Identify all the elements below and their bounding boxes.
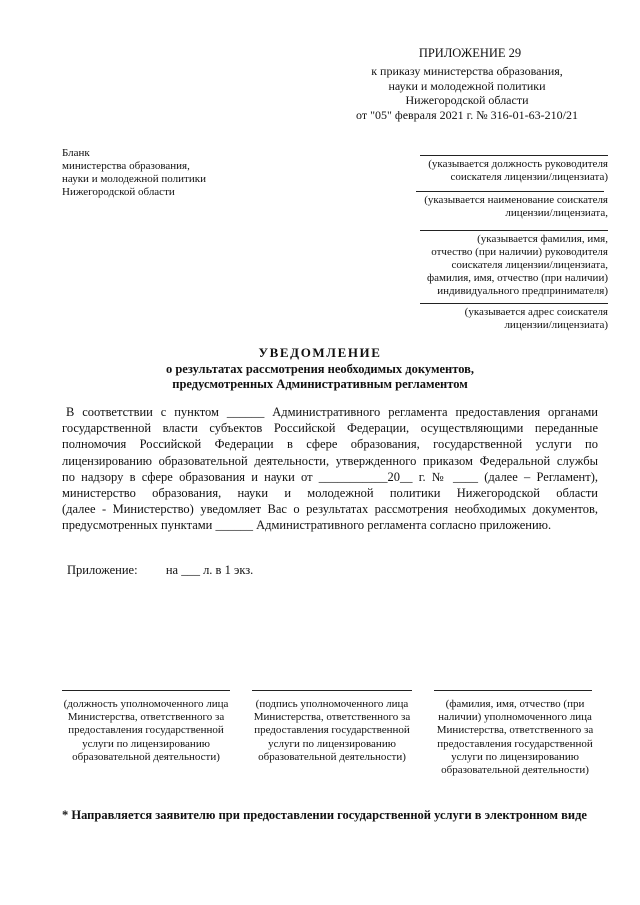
signature-position-line xyxy=(62,690,230,691)
recipient-name-line xyxy=(416,191,604,192)
letterhead-block xyxy=(62,147,282,199)
body-line: (далее - Министерство) уведомляет Вас о результатах рассмотрения необходимых документов, xyxy=(62,502,598,517)
order-reference-line: науки и молодежной политики xyxy=(388,78,546,93)
note-line: (указывается фамилия, имя, xyxy=(477,233,608,245)
body-line: лицензированию образовательной деятельности, утвержденного приказом Федеральной службы xyxy=(62,453,598,468)
body-line: министерство образования, науки и молодежной политики Нижегородской области xyxy=(62,486,598,501)
subtitle-line: о результатах рассмотрения необходимых документов, xyxy=(165,362,475,376)
note-line: лицензии/лицензиата) xyxy=(504,319,608,331)
caption-line: предоставления государственной xyxy=(68,724,224,737)
caption-line: образовательной деятельности) xyxy=(441,764,589,777)
note-line: фамилия, имя, отчество (при наличии) xyxy=(426,272,608,284)
caption-line: предоставления государственной xyxy=(437,737,593,750)
order-reference-line: от "05" февраля 2021 г. № 316-01-63-210/21 xyxy=(356,107,578,122)
note-line: лицензии/лицензиата, xyxy=(505,207,608,219)
caption-line: услуги по лицензированию xyxy=(451,750,579,763)
caption-line: Министерства, ответственного за xyxy=(253,711,411,724)
caption-line: (должность уполномоченного лица xyxy=(63,698,229,710)
recipient-name-note xyxy=(424,194,608,220)
notice-body xyxy=(62,404,598,534)
notice-subtitle xyxy=(0,362,640,392)
letterhead-line: науки и молодежной политики xyxy=(62,173,206,185)
recipient-address-note xyxy=(465,306,608,332)
order-reference-line: Нижегородской области xyxy=(405,93,529,107)
footnote: * Направляется заявителю при предоставлении государственной услуги в электронном виде xyxy=(62,808,587,822)
caption-line: наличии) уполномоченного лица xyxy=(438,711,592,724)
caption-line: Министерства, ответственного за xyxy=(436,724,594,737)
caption-line: услуги по лицензированию xyxy=(82,737,210,750)
body-line: В соответствии с пунктом ______ Административного регламента предоставления органами xyxy=(66,405,598,419)
body-line: предусмотренных пунктами ______ Административного регламента согласно приложению. xyxy=(62,518,552,533)
notice-title: УВЕДОМЛЕНИЕ xyxy=(258,345,382,360)
signature-fio-caption xyxy=(426,698,604,777)
note-line: отчество (при наличии) руководителя xyxy=(431,246,608,258)
attachment-row xyxy=(67,563,253,578)
note-line: (указывается должность руководителя xyxy=(428,158,608,170)
attachment-value: на ___ л. в 1 экз. xyxy=(165,563,254,577)
note-line: (указывается адрес соискателя xyxy=(464,306,608,318)
attachment-label: Приложение: xyxy=(67,563,138,577)
caption-line: Министерства, ответственного за xyxy=(67,711,225,724)
letterhead-line: Нижегородской области xyxy=(62,186,175,198)
caption-line: (подпись уполномоченного лица xyxy=(255,698,409,710)
body-line: полномочия Российской Федерации в сфере образования, государственной услуги по xyxy=(62,437,598,452)
caption-line: предоставления государственной xyxy=(254,724,410,737)
recipient-address-line xyxy=(420,303,608,304)
caption-line: (фамилия, имя, отчество (при xyxy=(445,698,585,710)
subtitle-line: предусмотренных Административным регламентом xyxy=(172,377,468,391)
appendix-title: ПРИЛОЖЕНИЕ 29 xyxy=(418,46,522,60)
body-line: государственной власти субъектов Российской Федерации, осуществляющими переданные xyxy=(62,421,598,436)
signature-sign-caption xyxy=(244,698,420,764)
signature-position-caption xyxy=(56,698,236,764)
recipient-position-note xyxy=(428,158,608,184)
recipient-position-line xyxy=(420,155,608,156)
caption-line: образовательной деятельности) xyxy=(72,750,220,763)
order-reference xyxy=(322,64,612,122)
body-line: по надзору в сфере образования и науки от ___________20__ г. № ____ (далее – Регламент), xyxy=(62,469,598,484)
order-reference-line: к приказу министерства образования, xyxy=(371,64,563,78)
caption-line: услуги по лицензированию xyxy=(268,737,396,750)
note-line: (указывается наименование соискателя xyxy=(424,194,608,206)
recipient-fio-note xyxy=(427,233,608,298)
note-line: соискателя лицензии/лицензиата, xyxy=(451,259,608,271)
letterhead-line: министерства образования, xyxy=(62,160,190,172)
letterhead-line: Бланк xyxy=(62,147,90,159)
recipient-fio-line xyxy=(420,230,608,231)
signature-sign-line xyxy=(252,690,412,691)
note-line: соискателя лицензии/лицензиата) xyxy=(450,171,608,183)
note-line: индивидуального предпринимателя) xyxy=(437,285,608,297)
signature-fio-line xyxy=(434,690,592,691)
caption-line: образовательной деятельности) xyxy=(258,750,406,763)
